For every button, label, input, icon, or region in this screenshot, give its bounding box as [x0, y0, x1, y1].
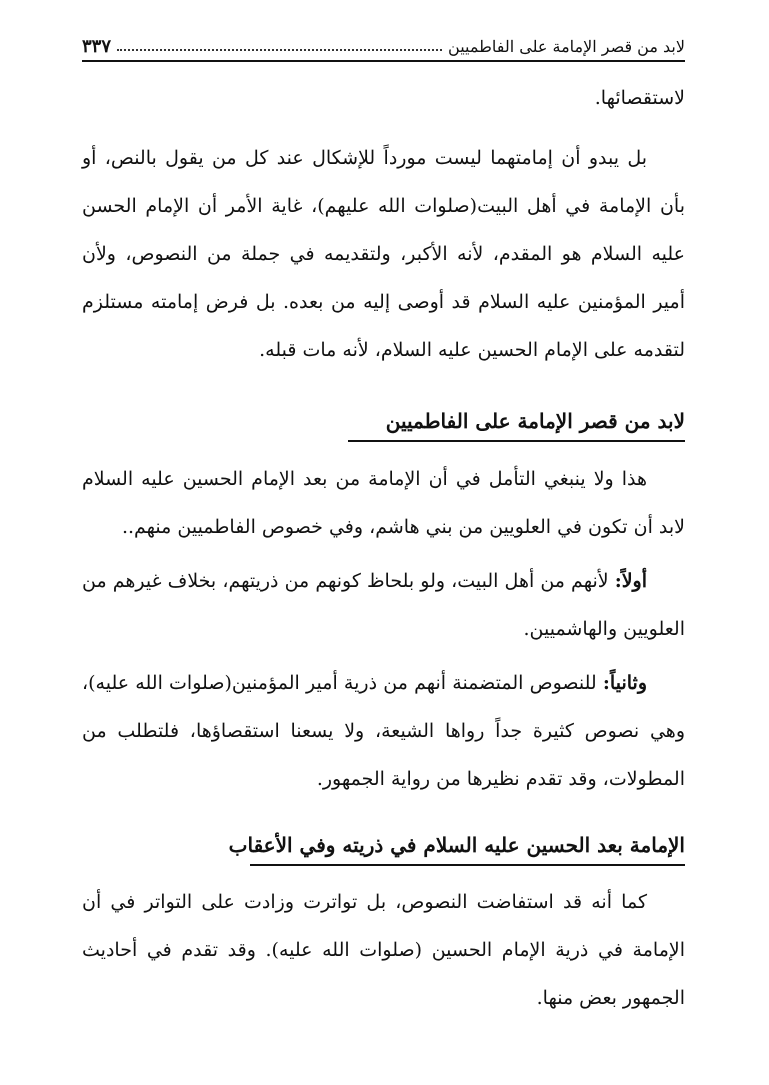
section-heading-fatimids: لابد من قصر الإمامة على الفاطميين: [385, 409, 685, 433]
heading-underline: [250, 864, 685, 866]
paragraph-hasan-imamate: بل يبدو أن إمامتهما ليست مورداً للإشكال عند كل من يقول بالنص، أو بأن الإمامة في أهل البيت(صلوات الله عليهم)، غاية الأمر أن الإمام الحسن عليه السلام هو المقدم، لأنه الأكبر، ولتقديمه في جملة من النصوص، ولأن أمير المؤمنين عليه السلام قد أوصى إليه من بعده. بل فرض إمامته مستلزم لتقدمه على الإمام الحسين عليه السلام، لأنه مات قبله.: [82, 147, 685, 361]
paragraph-tawatur: كما أنه قد استفاضت النصوص، بل تواترت وزادت على التواتر في أن الإمامة في ذرية الإمام الحسين (صلوات الله عليه). وقد تقدم في أحاديث الجمهور بعض منها.: [82, 891, 685, 1009]
section-fatimids: [82, 455, 685, 803]
second-reason-text: للنصوص المتضمنة أنهم من ذرية أمير المؤمنين(صلوات الله عليه)، وهي نصوص كثيرة جداً رواها الشيعة، ولا يسعنا استقصاؤها، فلتطلب من المطولات، وقد تقدم نظيرها من رواية الجمهور.: [82, 672, 685, 790]
header-leader-dots: [117, 49, 442, 51]
paragraph-first-reason: [82, 557, 685, 653]
heading-underline: [348, 440, 685, 442]
paragraph-continuation: لاستقصائها.: [594, 87, 685, 109]
running-header: [82, 30, 685, 62]
page-number: ٣٣٧: [82, 36, 112, 57]
second-reason-label: وثانياً:: [602, 672, 647, 694]
first-reason-text: لأنهم من أهل البيت، ولو بلحاظ كونهم من ذريتهم، بخلاف غيرهم من العلويين والهاشميين.: [82, 570, 685, 640]
paragraph-second-reason: [82, 659, 685, 803]
section-heading-husayn-progeny: الإمامة بعد الحسين عليه السلام في ذريته وفي الأعقاب: [228, 833, 685, 857]
first-reason-label: أولاً:: [614, 570, 647, 592]
header-title: لابد من قصر الإمامة على الفاطميين: [448, 37, 685, 56]
paragraph-alawites: هذا ولا ينبغي التأمل في أن الإمامة من بعد الإمام الحسين عليه السلام لابد أن تكون في العلويين من بني هاشم، وفي خصوص الفاطميين منهم..: [82, 468, 685, 538]
section-intro: [82, 74, 685, 374]
section-husayn-progeny: [82, 878, 685, 1022]
